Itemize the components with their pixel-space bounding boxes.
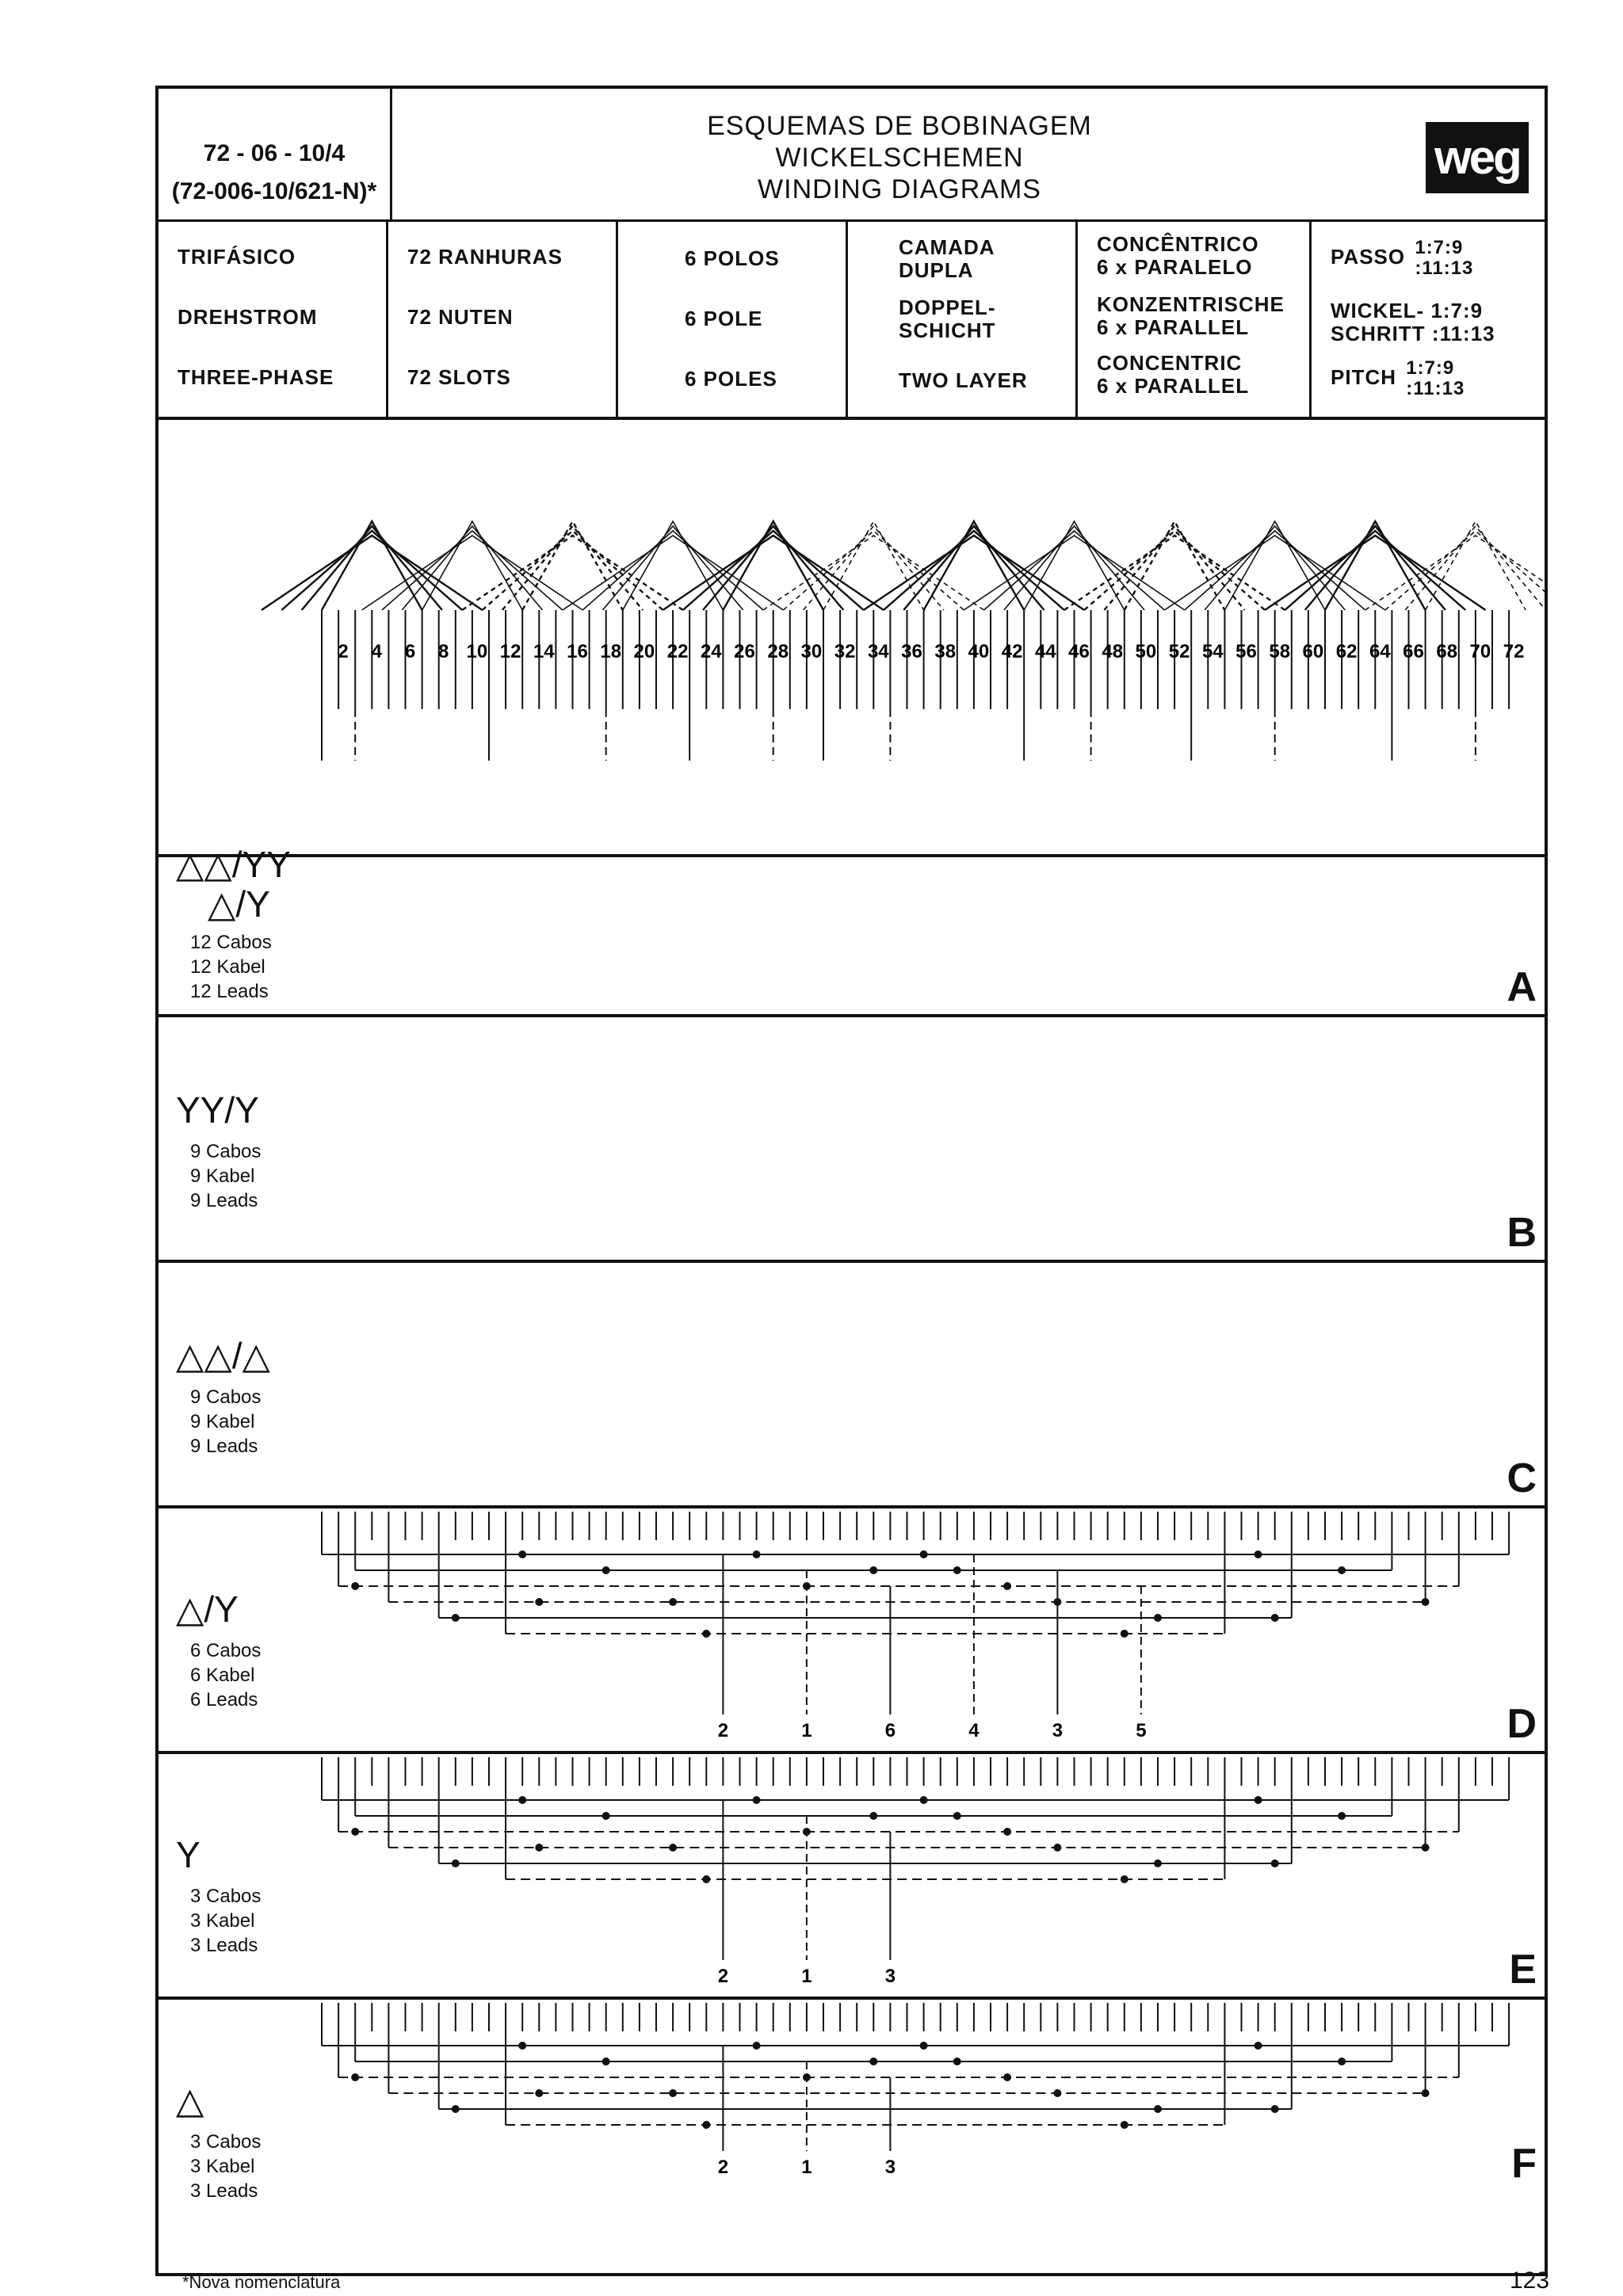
- lead-count-text: 3 Leads: [190, 2180, 258, 2202]
- slot-number: 42: [1001, 641, 1023, 662]
- lead-count-text: 12 Kabel: [190, 956, 265, 978]
- junction-dot: [753, 1796, 761, 1804]
- spec-slots-en: 72 SLOTS: [407, 365, 511, 389]
- weg-logo: weg: [1426, 122, 1529, 193]
- panel-letter: D: [1507, 1701, 1537, 1747]
- junction-dot: [1271, 1859, 1279, 1867]
- slot-number: 26: [734, 641, 755, 662]
- lead-count-text: 12 Leads: [190, 981, 269, 1002]
- junction-dot: [602, 1566, 610, 1574]
- spec-phase-de: DREHSTROM: [178, 305, 318, 329]
- junction-dot: [1254, 1796, 1262, 1804]
- connection-panel-e: [158, 1754, 1545, 2000]
- junction-dot: [1121, 1630, 1128, 1638]
- connection-panel-d: [158, 1508, 1545, 1754]
- slot-number: 22: [666, 641, 689, 662]
- coil-loop: [1224, 521, 1325, 610]
- junction-dot: [669, 2089, 677, 2097]
- spec-phase-pt: TRIFÁSICO: [178, 245, 296, 269]
- junction-dot: [953, 2058, 961, 2065]
- coil-loop: [1426, 521, 1526, 610]
- code-line-2: (72-006-10/621-N)*: [171, 178, 377, 204]
- pitch-b-de: :11:13: [1431, 322, 1495, 345]
- spec-type-pt-1: CONCÊNTRICO: [1097, 232, 1259, 256]
- connection-panel-c: [158, 1263, 1545, 1508]
- junction-dot: [920, 1550, 928, 1558]
- slot-number: 28: [767, 641, 789, 662]
- terminal-label: 3: [1052, 1720, 1064, 1741]
- junction-dot: [351, 1582, 359, 1590]
- junction-dot: [1053, 2089, 1061, 2097]
- junction-dot: [518, 2042, 526, 2050]
- pitch-a-pt: 1:7:9: [1415, 237, 1464, 258]
- terminal-label: 2: [717, 1720, 729, 1741]
- panel-letter: C: [1507, 1455, 1537, 1501]
- connection-diagram: [158, 2000, 1545, 2187]
- junction-dot: [1053, 1844, 1061, 1852]
- junction-dot: [351, 2073, 359, 2081]
- slot-number: 38: [934, 641, 957, 662]
- coil-loop: [763, 536, 984, 610]
- spec-slots-de: 72 NUTEN: [407, 305, 514, 329]
- junction-dot: [535, 1598, 543, 1606]
- slot-number: 12: [499, 641, 521, 662]
- junction-dot: [753, 2042, 761, 2050]
- connection-symbol: △: [176, 2080, 204, 2121]
- pitch-b-pt: :11:13: [1415, 257, 1474, 279]
- spec-poles-de: 6 POLE: [685, 307, 763, 330]
- spec-layer-en: TWO LAYER: [899, 368, 1028, 392]
- panel-letter: E: [1509, 1947, 1537, 1993]
- spec-layer: [848, 222, 1078, 420]
- lead-count-text: 3 Leads: [190, 1935, 258, 1956]
- junction-dot: [1271, 2105, 1279, 2113]
- junction-dot: [535, 2089, 543, 2097]
- junction-dot: [602, 1812, 610, 1820]
- slot-number: 72: [1503, 641, 1525, 662]
- junction-dot: [1338, 1566, 1346, 1574]
- junction-dot: [1121, 1875, 1128, 1883]
- junction-dot: [1338, 1812, 1346, 1820]
- slot-number: 18: [600, 641, 622, 662]
- spec-pitch-pt: [1331, 238, 1538, 279]
- spec-slots: [388, 222, 618, 420]
- lead-count-text: 6 Cabos: [190, 1640, 262, 1661]
- spec-pitch: [1312, 222, 1545, 420]
- junction-dot: [869, 2058, 877, 2065]
- spec-type-de-2: 6 x PARALLEL: [1097, 315, 1250, 339]
- slot-number: 62: [1335, 641, 1358, 662]
- spec-type-en-2: 6 x PARALLEL: [1097, 374, 1250, 398]
- terminal-label: 4: [968, 1720, 980, 1741]
- junction-dot: [1338, 2058, 1346, 2065]
- spec-type: [1078, 222, 1312, 420]
- junction-dot: [1154, 1614, 1162, 1622]
- spec-phase-en: THREE-PHASE: [178, 365, 334, 389]
- lead-count-text: 9 Cabos: [190, 1386, 262, 1408]
- coil-loop: [623, 521, 724, 610]
- coil-loop: [422, 521, 523, 610]
- slot-number: 70: [1469, 641, 1491, 662]
- connection-diagram: [158, 1508, 1545, 1751]
- spec-pitch-en: [1331, 358, 1538, 399]
- slot-number: 56: [1235, 641, 1257, 662]
- slot-number: 20: [633, 641, 655, 662]
- terminal-label: 1: [801, 1720, 812, 1741]
- junction-dot: [920, 1796, 928, 1804]
- spec-phase: [158, 222, 388, 420]
- slot-number: 4: [371, 641, 382, 662]
- code-line-1: 72 - 06 - 10/4: [203, 140, 346, 166]
- drawing-code: [158, 89, 392, 222]
- junction-dot: [1271, 1614, 1279, 1622]
- pitch-label-en: PITCH: [1331, 364, 1396, 389]
- terminal-label: 6: [884, 1720, 896, 1741]
- slot-number: 16: [567, 641, 588, 662]
- spec-layer-pt-1: CAMADA: [899, 235, 995, 259]
- lead-count-text: 9 Leads: [190, 1436, 258, 1457]
- slot-number: 40: [968, 641, 990, 662]
- lead-count-text: 9 Leads: [190, 1190, 258, 1211]
- title-german: WICKELSCHEMEN: [775, 143, 1024, 173]
- junction-dot: [1003, 2073, 1011, 2081]
- pitch-a-en: 1:7:9: [1406, 357, 1455, 379]
- junction-dot: [1154, 1859, 1162, 1867]
- junction-dot: [1121, 2121, 1128, 2129]
- connection-symbol: Y: [176, 1834, 200, 1875]
- junction-dot: [518, 1796, 526, 1804]
- lead-count-text: 3 Cabos: [190, 1886, 262, 1907]
- pitch-a-de: 1:7:9: [1430, 299, 1484, 322]
- pitch-label-de-2: SCHRITT: [1331, 322, 1426, 345]
- pitch-values-en: [1406, 358, 1465, 399]
- slot-number: 8: [438, 641, 449, 662]
- terminal-label: 5: [1136, 1720, 1147, 1741]
- coil-loop: [462, 536, 683, 610]
- connection-symbol: YY/Y: [176, 1089, 259, 1131]
- junction-dot: [702, 1875, 710, 1883]
- junction-dot: [452, 1859, 460, 1867]
- spec-layer-pt-2: DUPLA: [899, 258, 974, 282]
- panel-letter: F: [1511, 2141, 1537, 2187]
- junction-dot: [1003, 1582, 1011, 1590]
- junction-dot: [452, 1614, 460, 1622]
- connection-symbol: △/Y: [176, 1589, 239, 1630]
- junction-dot: [518, 1550, 526, 1558]
- coil-loop: [1024, 521, 1125, 610]
- lead-count-text: 3 Kabel: [190, 2156, 255, 2177]
- spec-layer-de-1: DOPPEL-: [899, 296, 996, 319]
- spec-poles-pt: 6 POLOS: [685, 246, 780, 270]
- slot-number: 46: [1068, 641, 1090, 662]
- junction-dot: [351, 1828, 359, 1836]
- spec-type-de-1: KONZENTRISCHE: [1097, 292, 1285, 316]
- coil-loop: [1405, 526, 1545, 610]
- junction-dot: [1254, 2042, 1262, 2050]
- pitch-values-pt: [1415, 238, 1473, 279]
- junction-dot: [1422, 1598, 1430, 1606]
- slot-number: 52: [1168, 641, 1190, 662]
- spec-slots-pt: 72 RANHURAS: [407, 245, 563, 269]
- pitch-b-en: :11:13: [1406, 378, 1465, 399]
- slot-number: 36: [901, 641, 922, 662]
- coil-loop: [1064, 536, 1285, 610]
- slot-number: 60: [1302, 641, 1324, 662]
- slot-number: 24: [700, 641, 722, 662]
- logo-area: [1407, 89, 1548, 222]
- junction-dot: [702, 1630, 710, 1638]
- spec-layer-de-2: SCHICHT: [899, 318, 996, 342]
- slot-number: 32: [834, 641, 856, 662]
- slot-number: 64: [1369, 641, 1391, 662]
- title-english: WINDING DIAGRAMS: [758, 174, 1041, 204]
- terminal-label: 2: [717, 1966, 729, 1987]
- junction-dot: [953, 1566, 961, 1574]
- lead-count-text: 12 Cabos: [190, 932, 272, 953]
- junction-dot: [869, 1812, 877, 1820]
- slot-number: 2: [338, 641, 349, 662]
- page-number: 123: [1510, 2267, 1550, 2294]
- lead-count-text: 9 Kabel: [190, 1411, 255, 1432]
- slot-number: 48: [1102, 641, 1124, 662]
- panel-letter: B: [1507, 1210, 1537, 1256]
- connection-panel-b: [158, 1017, 1545, 1263]
- junction-dot: [1154, 2105, 1162, 2113]
- connection-panel-f: [158, 2000, 1545, 2202]
- slot-number: 30: [800, 641, 823, 662]
- spec-type-en-1: CONCENTRIC: [1097, 351, 1243, 375]
- slot-number: 68: [1436, 641, 1458, 662]
- slot-number: 44: [1034, 641, 1056, 662]
- lead-count-text: 9 Kabel: [190, 1165, 255, 1187]
- junction-dot: [920, 2042, 928, 2050]
- title-portuguese: ESQUEMAS DE BOBINAGEM: [707, 111, 1092, 141]
- junction-dot: [1254, 1550, 1262, 1558]
- junction-dot: [953, 1812, 961, 1820]
- spec-poles: [618, 222, 848, 420]
- pitch-label-de: WICKEL-: [1331, 299, 1425, 322]
- connection-symbol-secondary: △/Y: [208, 883, 270, 925]
- slot-number: 14: [533, 641, 555, 662]
- slot-number: 6: [404, 641, 416, 662]
- junction-dot: [1003, 1828, 1011, 1836]
- terminal-label: 2: [717, 2157, 729, 2178]
- slot-number: 50: [1135, 641, 1157, 662]
- junction-dot: [535, 1844, 543, 1852]
- coil-loop: [823, 521, 924, 610]
- junction-dot: [1422, 2089, 1430, 2097]
- slot-number: 54: [1201, 641, 1224, 662]
- connection-panel-a: [158, 772, 1545, 1017]
- spec-pitch-de: [1331, 299, 1538, 345]
- lead-count-text: 3 Cabos: [190, 2131, 262, 2153]
- diagram-sheet: [155, 86, 1548, 2276]
- slot-number: 58: [1269, 641, 1291, 662]
- connection-symbol: △△/YY: [176, 844, 291, 885]
- connection-diagram: [158, 1754, 1545, 1997]
- junction-dot: [669, 1844, 677, 1852]
- lead-count-text: 3 Kabel: [190, 1910, 255, 1932]
- junction-dot: [1422, 1844, 1430, 1852]
- junction-dot: [702, 2121, 710, 2129]
- coil-loop: [1385, 531, 1545, 610]
- lead-count-text: 6 Leads: [190, 1689, 258, 1711]
- pitch-label-pt: PASSO: [1331, 244, 1406, 269]
- slot-number: 10: [466, 641, 488, 662]
- lead-count-text: 9 Cabos: [190, 1141, 262, 1162]
- connection-symbol: △△/△: [176, 1335, 270, 1376]
- junction-dot: [669, 1598, 677, 1606]
- terminal-label: 3: [884, 2157, 896, 2178]
- slot-number: 66: [1403, 641, 1424, 662]
- terminal-label: 3: [884, 1966, 896, 1987]
- junction-dot: [452, 2105, 460, 2113]
- terminal-label: 1: [801, 1966, 812, 1987]
- junction-dot: [602, 2058, 610, 2065]
- junction-dot: [869, 1566, 877, 1574]
- junction-dot: [753, 1550, 761, 1558]
- lead-count-text: 6 Kabel: [190, 1665, 255, 1686]
- terminal-label: 1: [801, 2157, 812, 2178]
- footnote: *Nova nomenclatura: [182, 2272, 341, 2292]
- spec-poles-en: 6 POLES: [685, 367, 777, 391]
- spec-type-pt-2: 6 x PARALELO: [1097, 255, 1253, 279]
- slot-number: 34: [867, 641, 889, 662]
- panel-letter: A: [1507, 964, 1537, 1010]
- sheet-title: [392, 89, 1407, 222]
